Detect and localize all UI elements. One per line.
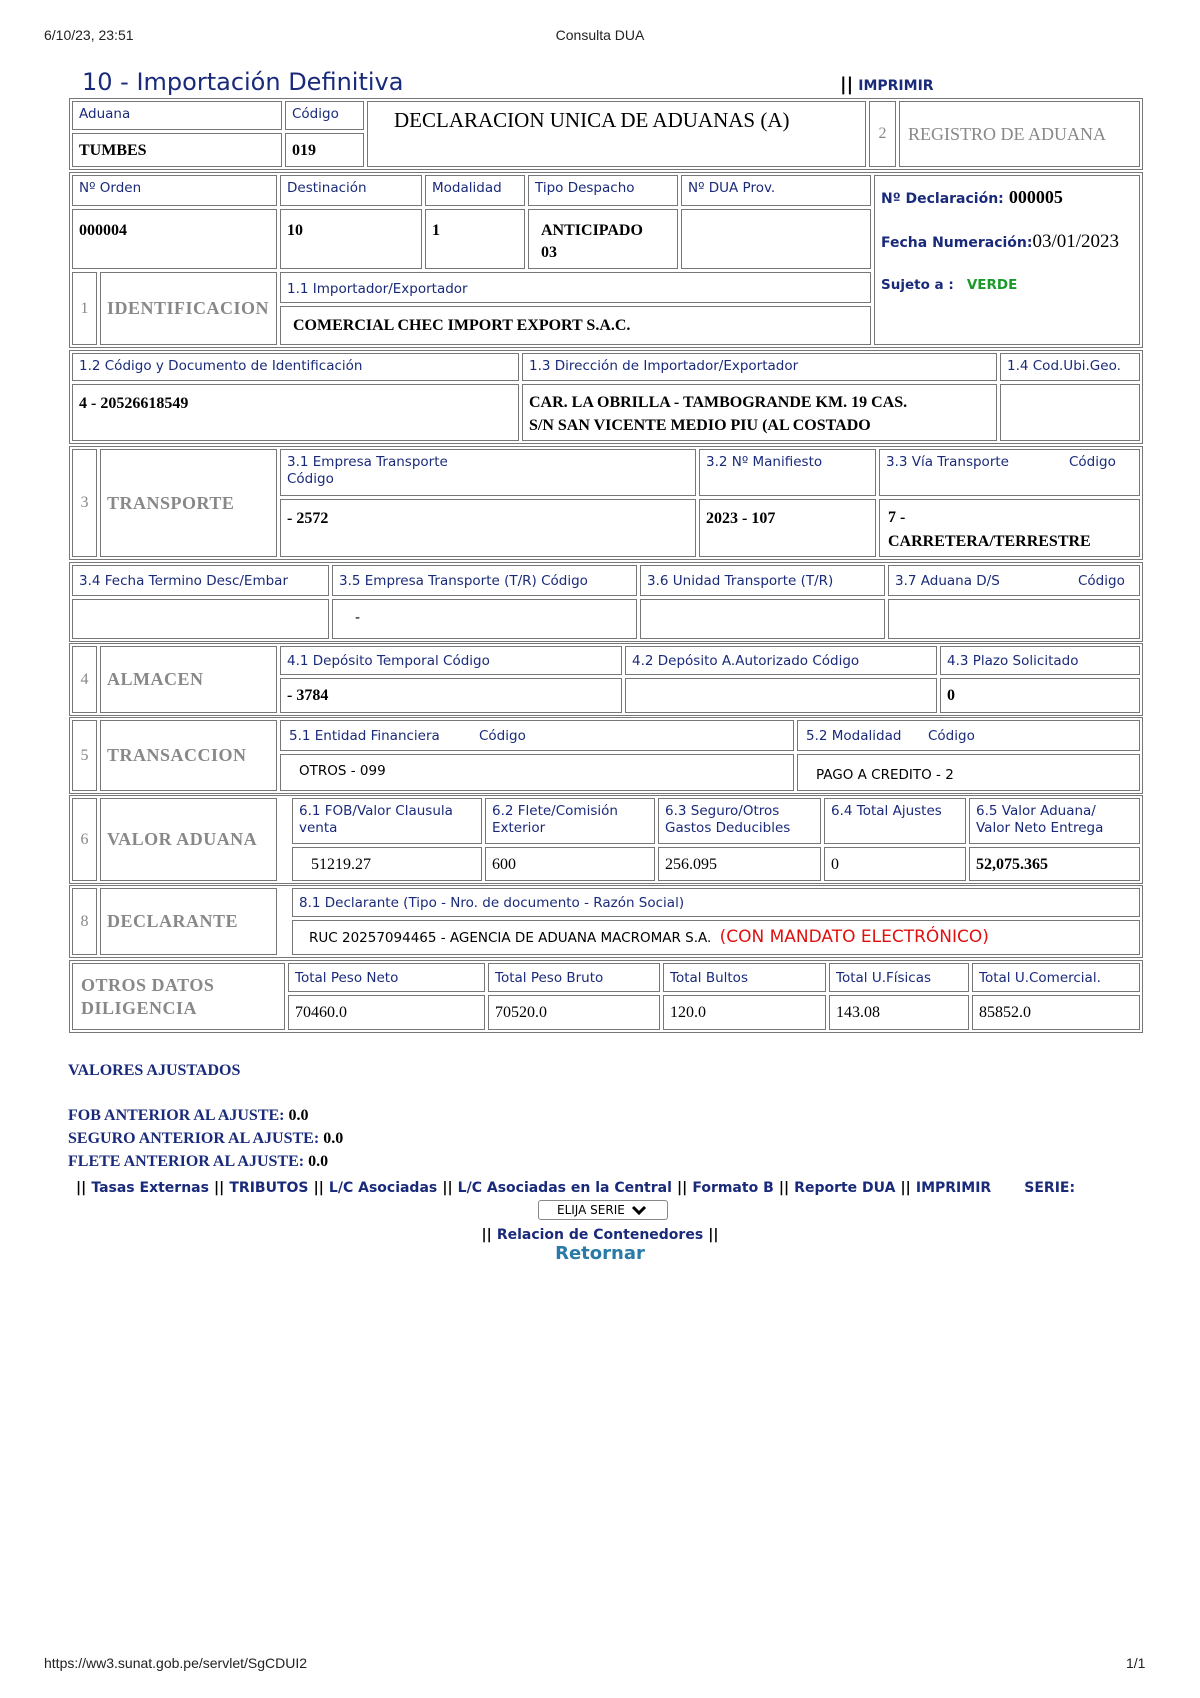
declarante-label: DECLARANTE [100, 888, 277, 955]
fecha-numeracion-value: 03/01/2023 [1032, 231, 1120, 252]
entidad-financiera-label-text: 5.1 Entidad Financiera [289, 728, 440, 744]
num-declaracion-value: 000005 [1008, 187, 1063, 207]
importador-value: COMERCIAL CHEC IMPORT EXPORT S.A.C. [280, 306, 871, 345]
fob-label-1: 6.1 FOB/Valor Clausula [299, 803, 453, 819]
formato-b-link[interactable]: Formato B [692, 1180, 774, 1196]
flete-label-1: 6.2 Flete/Comisión [492, 803, 618, 819]
via-transporte-value-2: CARRETERA/TERRESTRE [888, 533, 1091, 550]
aduana-ds-codigo: Código [1078, 573, 1125, 589]
destinacion-value: 10 [280, 209, 422, 269]
declarante-value-text: RUC 20257094465 - AGENCIA DE ADUANA MACROMAR S.A. [309, 930, 712, 946]
fecha-numeracion [881, 231, 1119, 253]
manifiesto-label: 3.2 Nº Manifiesto [699, 449, 876, 496]
otros-label-2: DILIGENCIA [81, 998, 198, 1018]
fob-label-2: venta [299, 820, 338, 836]
fob-ajuste-value: 0.0 [288, 1107, 309, 1124]
u-fisicas-label: Total U.Físicas [829, 963, 969, 992]
fob-ajuste-label: FOB ANTERIOR AL AJUSTE: [68, 1107, 285, 1124]
transaccion-num: 5 [72, 720, 97, 791]
modalidad-pago-codigo: Código [928, 728, 975, 744]
empresa-tr-label: 3.5 Empresa Transporte (T/R) Código [332, 565, 637, 596]
empresa-transporte-label [280, 449, 696, 496]
sujeto-a [881, 274, 1017, 293]
flete-ajuste-value: 0.0 [308, 1153, 329, 1170]
modalidad-value: 1 [425, 209, 525, 269]
via-transporte-value [879, 499, 1140, 557]
orden-value: 000004 [72, 209, 277, 269]
lc-asociadas-central-link[interactable]: L/C Asociadas en la Central [457, 1180, 672, 1196]
dua-prov-value [681, 209, 871, 269]
flete-ajuste-label: FLETE ANTERIOR AL AJUSTE: [68, 1153, 305, 1170]
flete-ajuste [68, 1153, 328, 1171]
u-comercial-label: Total U.Comercial. [972, 963, 1140, 992]
direccion-value-2: S/N SAN VICENTE MEDIO PIU (AL COSTADO [529, 417, 871, 434]
registro-aduana-label: REGISTRO DE ADUANA [899, 101, 1140, 167]
valor-aduana-label [969, 798, 1140, 844]
almacen-num: 4 [72, 646, 97, 713]
empresa-tr-value: - [332, 599, 637, 639]
peso-neto-value: 70460.0 [288, 995, 485, 1030]
fecha-termino-label: 3.4 Fecha Termino Desc/Embar [72, 565, 329, 596]
valor-label: VALOR ADUANA [100, 798, 277, 881]
otros-label-1: OTROS DATOS [81, 975, 215, 995]
action-links: || Tasas Externas || TRIBUTOS || L/C Asociadas || L/C Asociadas en la Central || Formato B || Reporte DUA || IMPRIMIR SERIE: [76, 1180, 1076, 1196]
bultos-label: Total Bultos [663, 963, 826, 992]
plazo-value: 0 [940, 678, 1140, 713]
transporte-num: 3 [72, 449, 97, 557]
print-datetime: 6/10/23, 23:51 [44, 27, 134, 43]
deposito-temporal-value: - 3784 [280, 678, 622, 713]
via-transporte-label [879, 449, 1140, 496]
identificacion-num: 1 [72, 272, 97, 345]
direccion-value-1: CAR. LA OBRILLA - TAMBOGRANDE KM. 19 CAS. [529, 394, 908, 411]
seguro-ajuste-value: 0.0 [323, 1130, 344, 1147]
reporte-dua-link[interactable]: Reporte DUA [794, 1180, 896, 1196]
ubigeo-label: 1.4 Cod.Ubi.Geo. [1000, 353, 1140, 381]
flete-label [485, 798, 655, 844]
ajustes-value: 0 [824, 847, 966, 881]
deposito-autorizado-value [625, 678, 937, 713]
tipo-despacho-label: Tipo Despacho [528, 175, 678, 206]
fecha-termino-value [72, 599, 329, 639]
mandato-electronico: (CON MANDATO ELECTRÓNICO) [719, 927, 989, 947]
chevron-down-icon [631, 1204, 647, 1216]
print-url: https://ww3.sunat.gob.pe/servlet/SgCDUI2 [44, 1655, 308, 1671]
print-page-num: 1/1 [1126, 1655, 1146, 1671]
peso-bruto-label: Total Peso Bruto [488, 963, 660, 992]
fecha-numeracion-label: Fecha Numeración: [881, 235, 1033, 251]
via-transporte-codigo: Código [1069, 454, 1116, 470]
serie-select-value: ELIJA SERIE [557, 1203, 625, 1217]
ajustes-label: 6.4 Total Ajustes [824, 798, 966, 844]
direccion-label: 1.3 Dirección de Importador/Exportador [522, 353, 997, 381]
u-fisicas-value: 143.08 [829, 995, 969, 1030]
deposito-autorizado-label: 4.2 Depósito A.Autorizado Código [625, 646, 937, 675]
unidad-transporte-label: 3.6 Unidad Transporte (T/R) [640, 565, 885, 596]
aduana-label: Aduana [72, 101, 282, 130]
imprimir-top-link[interactable]: IMPRIMIR [858, 78, 934, 94]
almacen-label: ALMACEN [100, 646, 277, 713]
plazo-label: 4.3 Plazo Solicitado [940, 646, 1140, 675]
unidad-transporte-value [640, 599, 885, 639]
transaccion-label: TRANSACCION [100, 720, 277, 791]
valor-aduana-label-2: Valor Neto Entrega [976, 820, 1104, 836]
via-transporte-value-1: 7 - [888, 509, 906, 526]
fob-ajuste [68, 1107, 309, 1125]
declarante-value [292, 920, 1140, 955]
tipo-despacho-value-2: 03 [541, 244, 557, 261]
fob-label [292, 798, 482, 844]
seguro-value: 256.095 [658, 847, 821, 881]
direccion-value [522, 384, 997, 441]
print-page-title: Consulta DUA [555, 27, 645, 43]
empresa-transporte-value: - 2572 [280, 499, 696, 557]
codigo-value: 019 [285, 133, 364, 167]
seguro-ajuste [68, 1130, 343, 1148]
serie-select[interactable] [538, 1200, 668, 1220]
otros-label [72, 963, 285, 1030]
aduana-ds-value [888, 599, 1140, 639]
declarante-field-label: 8.1 Declarante (Tipo - Nro. de documento - Razón Social) [292, 888, 1140, 917]
retornar-row [0, 1243, 1200, 1264]
num-declaracion-label: Nº Declaración: [881, 191, 1004, 207]
seguro-label-2: Gastos Deducibles [665, 820, 791, 836]
valor-num: 6 [72, 798, 97, 881]
page-title: 10 - Importación Definitiva [82, 68, 404, 96]
seguro-label [658, 798, 821, 844]
seguro-ajuste-label: SEGURO ANTERIOR AL AJUSTE: [68, 1130, 320, 1147]
fob-value: 51219.27 [292, 847, 482, 881]
valor-aduana-value: 52,075.365 [969, 847, 1140, 881]
destinacion-label: Destinación [280, 175, 422, 206]
imprimir-top[interactable]: || IMPRIMIR [840, 74, 934, 95]
documento-value: 4 - 20526618549 [72, 384, 519, 441]
serie-label: SERIE: [1024, 1180, 1076, 1196]
imprimir-link[interactable]: IMPRIMIR [915, 1180, 992, 1196]
empresa-transporte-label-2: Código [287, 471, 334, 487]
aduana-value: TUMBES [72, 133, 282, 167]
lc-asociadas-link[interactable]: L/C Asociadas [328, 1180, 438, 1196]
manifiesto-value: 2023 - 107 [699, 499, 876, 557]
entidad-financiera-codigo: Código [479, 728, 526, 744]
contenedores-row: || Relacion de Contenedores || [481, 1227, 719, 1243]
modalidad-pago-value: PAGO A CREDITO - 2 [797, 754, 1140, 791]
declarante-num: 8 [72, 888, 97, 955]
num-declaracion [881, 187, 1063, 208]
aduana-ds-label [888, 565, 1140, 596]
declaracion-panel [874, 175, 1140, 345]
ubigeo-value [1000, 384, 1140, 441]
codigo-label: Código [285, 101, 364, 130]
entidad-financiera-value: OTROS - 099 [280, 754, 794, 791]
empresa-transporte-label-1: 3.1 Empresa Transporte [287, 454, 448, 470]
tipo-despacho-value [528, 209, 678, 269]
contenedores-link[interactable]: Relacion de Contenedores [496, 1227, 704, 1243]
u-comercial-value: 85852.0 [972, 995, 1140, 1030]
seguro-label-1: 6.3 Seguro/Otros [665, 803, 780, 819]
declaration-title: DECLARACION UNICA DE ADUANAS (A) [367, 101, 866, 167]
orden-label: Nº Orden [72, 175, 277, 206]
importador-label: 1.1 Importador/Exportador [280, 272, 871, 303]
sujeto-a-value: VERDE [966, 277, 1018, 293]
modalidad-label: Modalidad [425, 175, 525, 206]
retornar-link[interactable]: Retornar [555, 1243, 645, 1264]
flete-value: 600 [485, 847, 655, 881]
modalidad-pago-label [797, 720, 1140, 751]
dua-prov-label: Nº DUA Prov. [681, 175, 871, 206]
valor-aduana-label-1: 6.5 Valor Aduana/ [976, 803, 1096, 819]
peso-neto-label: Total Peso Neto [288, 963, 485, 992]
transporte-label: TRANSPORTE [100, 449, 277, 557]
modalidad-pago-label-text: 5.2 Modalidad [806, 728, 902, 744]
sujeto-a-label: Sujeto a : [881, 277, 954, 293]
peso-bruto-value: 70520.0 [488, 995, 660, 1030]
registro-num: 2 [869, 101, 896, 167]
tasas-externas-link[interactable]: Tasas Externas [91, 1180, 209, 1196]
entidad-financiera-label [280, 720, 794, 751]
documento-label: 1.2 Código y Documento de Identificación [72, 353, 519, 381]
deposito-temporal-label: 4.1 Depósito Temporal Código [280, 646, 622, 675]
tributos-link[interactable]: TRIBUTOS [229, 1180, 309, 1196]
tipo-despacho-value-1: ANTICIPADO [541, 222, 643, 239]
aduana-ds-label-text: 3.7 Aduana D/S [895, 573, 1000, 589]
bultos-value: 120.0 [663, 995, 826, 1030]
flete-label-2: Exterior [492, 820, 546, 836]
identificacion-label: IDENTIFICACION [100, 272, 277, 345]
via-transporte-label-text: 3.3 Vía Transporte [886, 454, 1009, 470]
valores-ajustados-title: VALORES AJUSTADOS [68, 1062, 241, 1079]
